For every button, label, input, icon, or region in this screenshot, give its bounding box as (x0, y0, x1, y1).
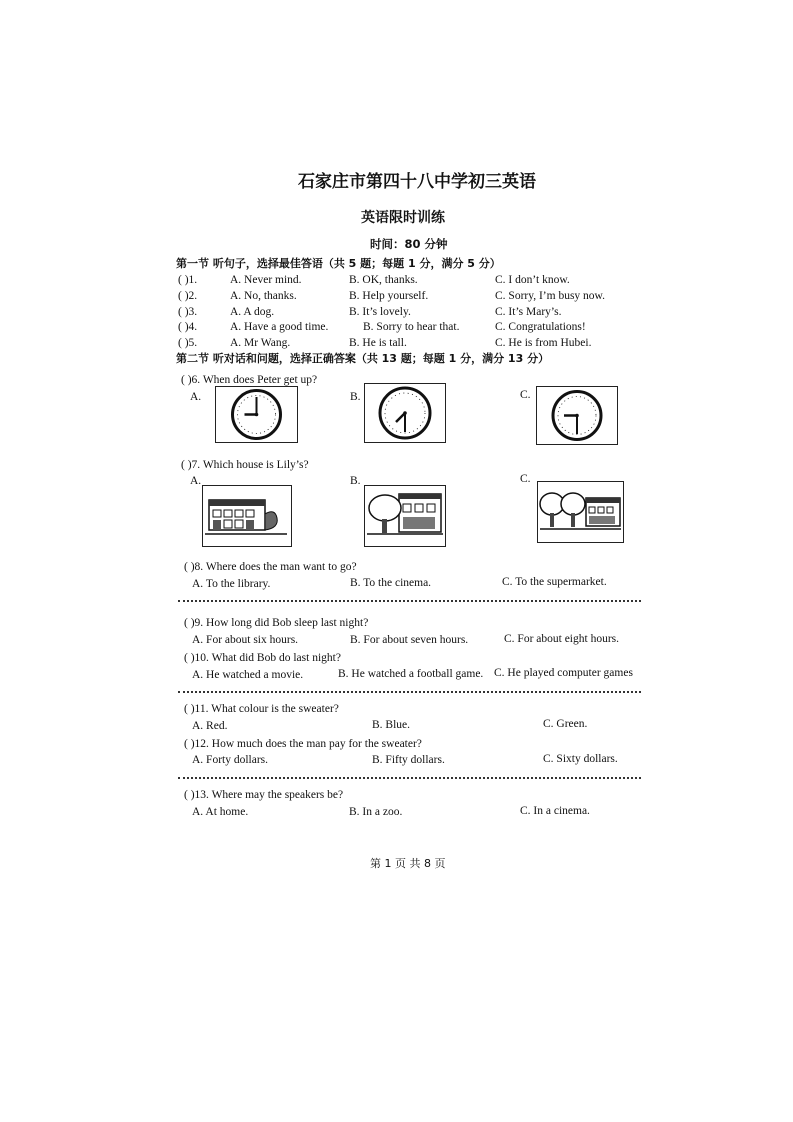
option-b: B. Help yourself. (349, 290, 429, 302)
house-icon (365, 486, 445, 546)
option-a: A. A dog. (230, 306, 275, 318)
option-b: B. OK, thanks. (349, 274, 418, 286)
section1-heading: 第一节 听句子，选择最佳答语（共 5 题；每题 1 分，满分 5 分） (176, 257, 501, 270)
question-number: ( )2. (178, 290, 198, 302)
option-c: C. It’s Mary’s. (495, 306, 562, 318)
q13-option-a: A. At home. (192, 806, 249, 818)
option-b: B. Sorry to hear that. (363, 321, 460, 333)
q12-option-c: C. Sixty dollars. (543, 753, 618, 765)
question-11: ( )11. What colour is the sweater? (184, 703, 339, 715)
option-c: C. Sorry, I’m busy now. (495, 290, 605, 302)
q6-option-c-label: C. (520, 389, 531, 401)
house-picture-b (364, 485, 446, 547)
q8-option-c: C. To the supermarket. (502, 576, 607, 588)
question-13: ( )13. Where may the speakers be? (184, 789, 344, 801)
exam-title: 英语限时训练 (361, 210, 445, 226)
option-b: B. He is tall. (349, 337, 407, 349)
clock-icon (537, 387, 617, 444)
clock-icon (216, 387, 297, 442)
option-b: B. It’s lovely. (349, 306, 411, 318)
option-c: C. He is from Hubei. (495, 337, 592, 349)
q7-option-b-label: B. (350, 475, 361, 487)
q11-option-b: B. Blue. (372, 719, 411, 731)
question-8: ( )8. Where does the man want to go? (184, 561, 357, 573)
q9-option-b: B. For about seven hours. (350, 634, 469, 646)
dotted-divider (178, 600, 641, 602)
dotted-divider (178, 691, 641, 693)
q8-option-b: B. To the cinema. (350, 577, 432, 589)
question-number: ( )4. (178, 321, 198, 333)
page-number: 第 1 页 共 8 页 (370, 857, 446, 870)
dotted-divider (178, 777, 641, 779)
option-a: A. Mr Wang. (230, 337, 291, 349)
q13-option-c: C. In a cinema. (520, 805, 590, 817)
q8-option-a: A. To the library. (192, 578, 271, 590)
q10-option-c: C. He played computer games (494, 667, 633, 679)
option-a: A. Have a good time. (230, 321, 329, 333)
clock-icon (365, 384, 445, 442)
question-number: ( )3. (178, 306, 198, 318)
clock-picture-b (364, 383, 446, 443)
option-c: C. I don’t know. (495, 274, 570, 286)
q6-option-b-label: B. (350, 391, 361, 403)
house-icon (203, 486, 291, 546)
q12-option-a: A. Forty dollars. (192, 754, 269, 766)
q11-option-c: C. Green. (543, 718, 588, 730)
question-number: ( )5. (178, 337, 198, 349)
option-a: A. No, thanks. (230, 290, 297, 302)
q7-option-c-label: C. (520, 473, 531, 485)
question-7: ( )7. Which house is Lily’s? (181, 459, 309, 471)
q11-option-a: A. Red. (192, 720, 228, 732)
house-picture-a (202, 485, 292, 547)
school-title: 石家庄市第四十八中学初三英语 (298, 172, 536, 192)
house-picture-c (537, 481, 624, 543)
section2-heading: 第二节 听对话和问题，选择正确答案（共 13 题；每题 1 分，满分 13 分） (176, 352, 550, 365)
clock-picture-c (536, 386, 618, 445)
q10-option-b: B. He watched a football game. (338, 668, 484, 680)
question-10: ( )10. What did Bob do last night? (184, 652, 341, 664)
q7-option-a-label: A. (190, 475, 202, 487)
q9-option-a: A. For about six hours. (192, 634, 299, 646)
clock-picture-a (215, 386, 298, 443)
house-icon (538, 482, 623, 542)
q10-option-a: A. He watched a movie. (192, 669, 304, 681)
q6-option-a-label: A. (190, 391, 202, 403)
q13-option-b: B. In a zoo. (349, 806, 403, 818)
option-c: C. Congratulations! (495, 321, 586, 333)
q12-option-b: B. Fifty dollars. (372, 754, 445, 766)
question-6: ( )6. When does Peter get up? (181, 374, 318, 386)
question-number: ( )1. (178, 274, 198, 286)
option-a: A. Never mind. (230, 274, 302, 286)
question-12: ( )12. How much does the man pay for the sweater? (184, 738, 422, 750)
q9-option-c: C. For about eight hours. (504, 633, 619, 645)
time-label: 时间：80 分钟 (370, 237, 448, 251)
question-9: ( )9. How long did Bob sleep last night? (184, 617, 369, 629)
